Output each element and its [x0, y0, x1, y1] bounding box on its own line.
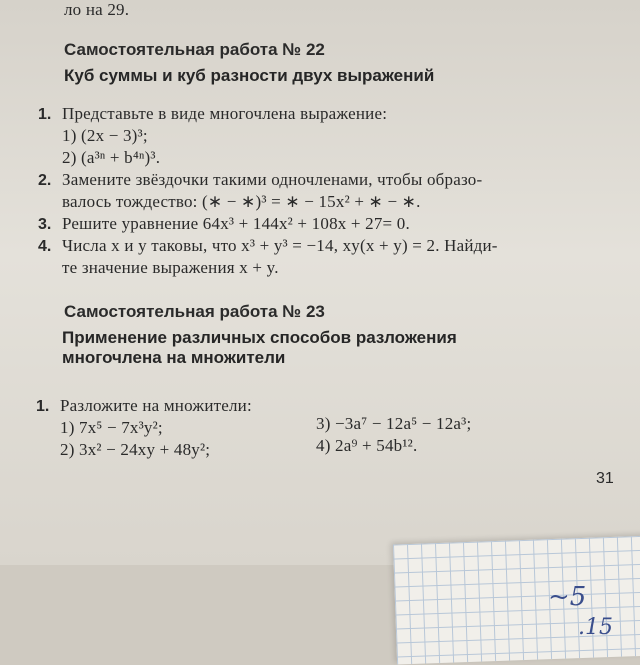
s23-item-2: 2) 3x² − 24xy + 48y²;: [60, 440, 211, 459]
notebook-sheet: [393, 535, 640, 664]
section-23-title-line-1: Применение различных способов разложения: [62, 328, 457, 347]
task-1-item-1: 1) (2x − 3)³;: [62, 126, 148, 145]
task-2-number: 2.: [38, 172, 52, 189]
top-line: ло на 29.: [64, 0, 130, 19]
task-4-text: Числа x и y таковы, что x³ + y³ = −14, xy(x + y) = 2. Найди-: [62, 236, 498, 255]
section-23-heading: Самостоятельная работа № 23: [64, 302, 325, 321]
s23-item-1: 1) 7x⁵ − 7x³y²;: [60, 418, 163, 437]
section-22-title: Куб суммы и куб разности двух выражений: [64, 66, 435, 85]
task-2-text: Замените звёздочки такими одночленами, чтобы образо-: [62, 170, 483, 189]
page-number: 31: [596, 470, 614, 487]
task-1-item-2: 2) (a³ⁿ + b⁴ⁿ)³.: [62, 148, 161, 167]
task-3-number: 3.: [38, 216, 52, 233]
s23-item-4: 4) 2a⁹ + 54b¹².: [316, 436, 418, 455]
s23-item-3: 3) −3a⁷ − 12a⁵ − 12a³;: [316, 414, 472, 433]
s23-task-1-number: 1.: [36, 398, 50, 415]
task-4-number: 4.: [38, 238, 52, 255]
task-1-text: Представьте в виде многочлена выражение:: [62, 104, 388, 123]
section-22-heading: Самостоятельная работа № 22: [64, 40, 325, 59]
section-23-title-line-2: многочлена на множители: [62, 348, 286, 367]
task-1-number: 1.: [38, 106, 52, 123]
handwriting-mark-2: .15: [578, 615, 613, 640]
s23-task-1-text: Разложите на множители:: [60, 396, 252, 415]
task-3-text: Решите уравнение 64x³ + 144x² + 108x + 27= 0.: [62, 214, 410, 233]
task-4-text-cont: те значение выражения x + y.: [62, 258, 279, 277]
task-2-text-cont: валось тождество: (∗ − ∗)³ = ∗ − 15x² + ∗ − ∗.: [62, 192, 421, 211]
handwriting-mark: ~5: [548, 582, 587, 612]
